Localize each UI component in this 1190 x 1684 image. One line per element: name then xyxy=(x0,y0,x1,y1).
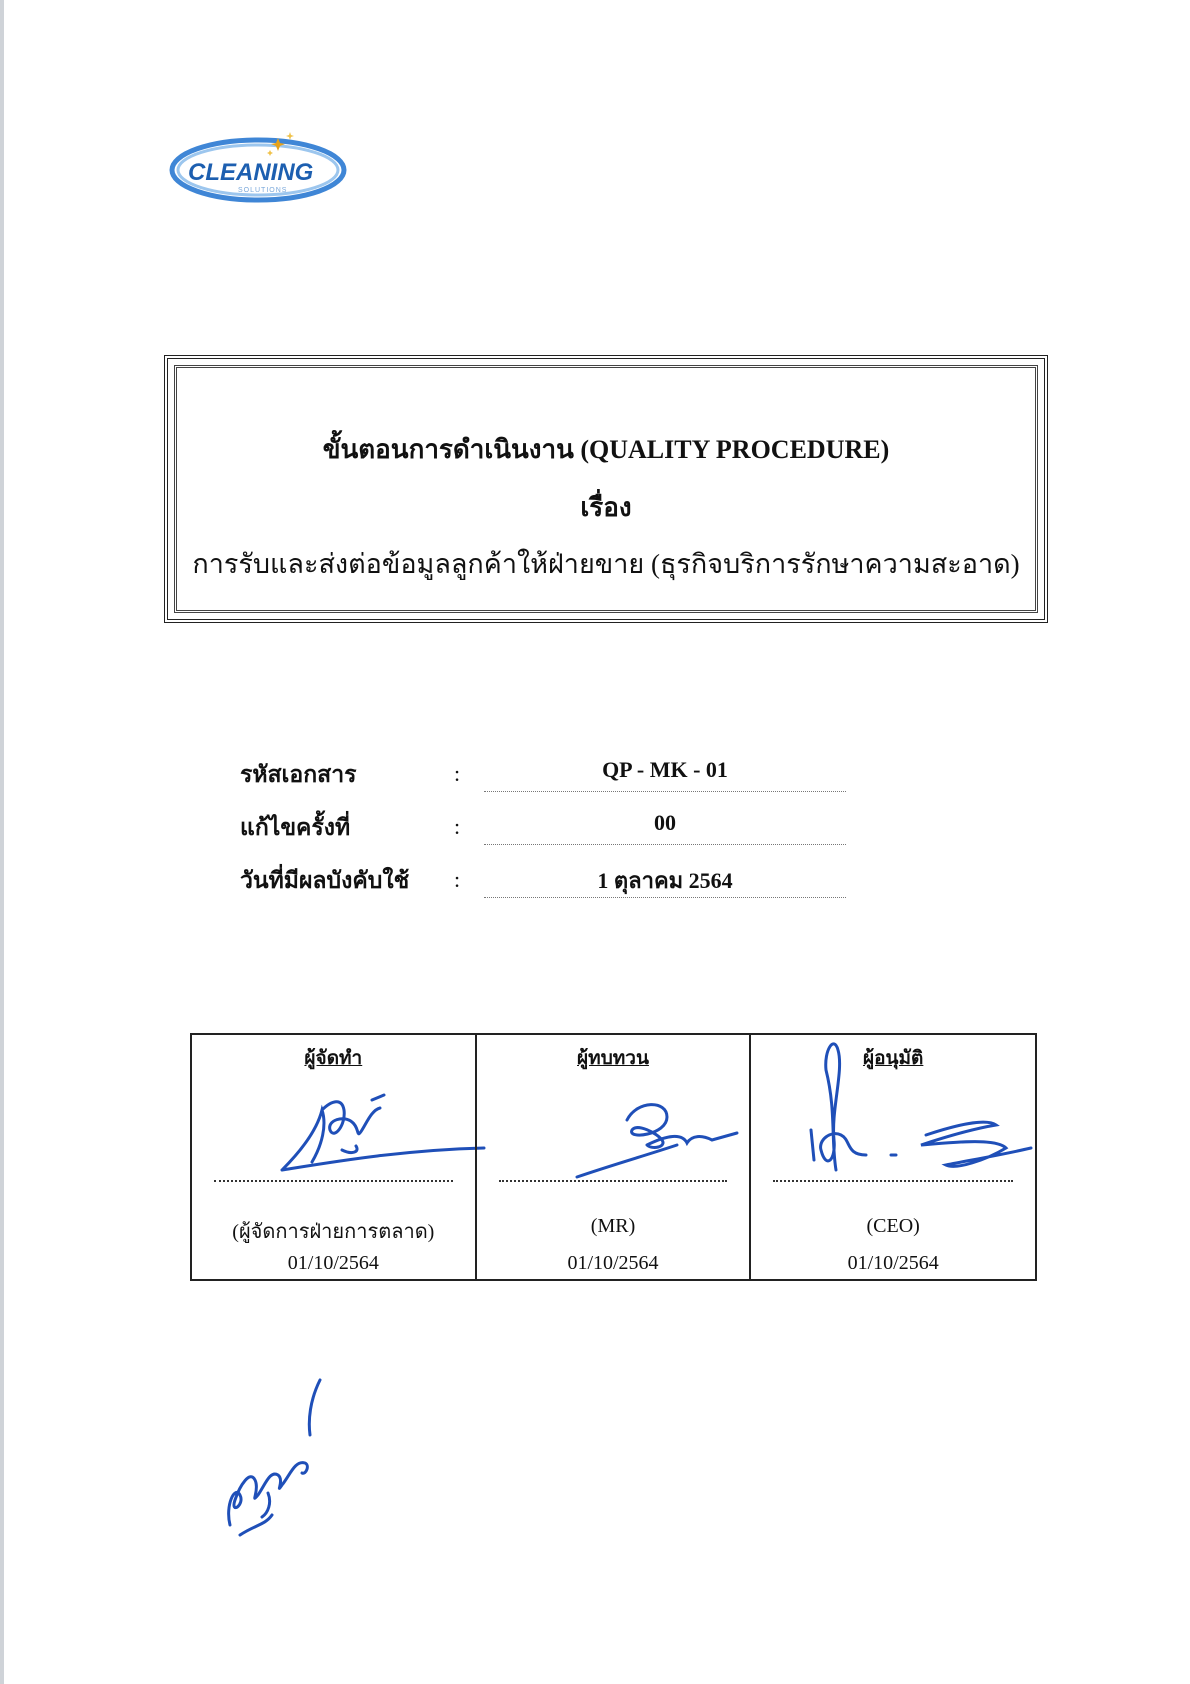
procedure-title: ขั้นตอนการดำเนินงาน (QUALITY PROCEDURE) xyxy=(322,435,890,464)
colon: : xyxy=(454,814,461,839)
document-title-box xyxy=(164,355,1048,623)
company-logo xyxy=(160,128,350,210)
svg-text:CLEANING: CLEANING xyxy=(188,159,314,186)
subject-label: เรื่อง xyxy=(580,493,632,522)
signature-table xyxy=(190,1033,1037,1281)
reviewer-date: 01/10/2564 xyxy=(567,1252,659,1274)
preparer-date: 01/10/2564 xyxy=(287,1252,379,1274)
effective-date-value: 1 ตุลาคม 2564 xyxy=(597,868,733,893)
subject-title: การรับและส่งต่อข้อมูลลูกค้าให้ฝ่ายขาย (ธุรกิจบริการรักษาความสะอาด) xyxy=(192,549,1020,579)
approver-date: 01/10/2564 xyxy=(847,1252,939,1274)
dotted-line xyxy=(484,791,846,792)
document-code-value: QP - MK - 01 xyxy=(602,757,728,782)
signature-dotted-line xyxy=(499,1180,728,1182)
prepared-by-cell xyxy=(192,1035,475,1279)
approved-by-cell xyxy=(749,1035,1035,1279)
signature-dotted-line xyxy=(214,1180,453,1182)
prepared-by-heading: ผู้จัดทำ xyxy=(304,1048,363,1069)
effective-date-row xyxy=(0,863,1190,903)
document-code-row xyxy=(0,757,1190,797)
signature-preparer xyxy=(272,1070,487,1180)
dotted-line xyxy=(484,897,846,898)
reviewed-by-heading: ผู้ทบทวน xyxy=(577,1048,649,1069)
reviewed-by-cell xyxy=(475,1035,750,1279)
document-code-label: รหัสเอกสาร xyxy=(240,762,357,787)
colon: : xyxy=(454,761,461,786)
revision-label: แก้ไขครั้งที่ xyxy=(240,815,351,840)
signature-dotted-line xyxy=(773,1180,1013,1182)
svg-text:SOLUTIONS: SOLUTIONS xyxy=(238,187,288,194)
revision-row xyxy=(0,810,1190,850)
handwritten-initial-signature xyxy=(210,1375,345,1545)
effective-date-label: วันที่มีผลบังคับใช้ xyxy=(240,868,410,893)
preparer-role: (ผู้จัดการฝ่ายการตลาด) xyxy=(232,1221,435,1243)
colon: : xyxy=(454,867,461,892)
revision-value: 00 xyxy=(654,810,676,835)
approver-role: (CEO) xyxy=(866,1215,920,1237)
cleaning-logo-graphic xyxy=(160,128,350,210)
approved-by-heading: ผู้อนุมัติ xyxy=(862,1048,924,1069)
signature-reviewer xyxy=(572,1095,742,1185)
reviewer-role: (MR) xyxy=(590,1215,636,1237)
dotted-line xyxy=(484,844,846,845)
